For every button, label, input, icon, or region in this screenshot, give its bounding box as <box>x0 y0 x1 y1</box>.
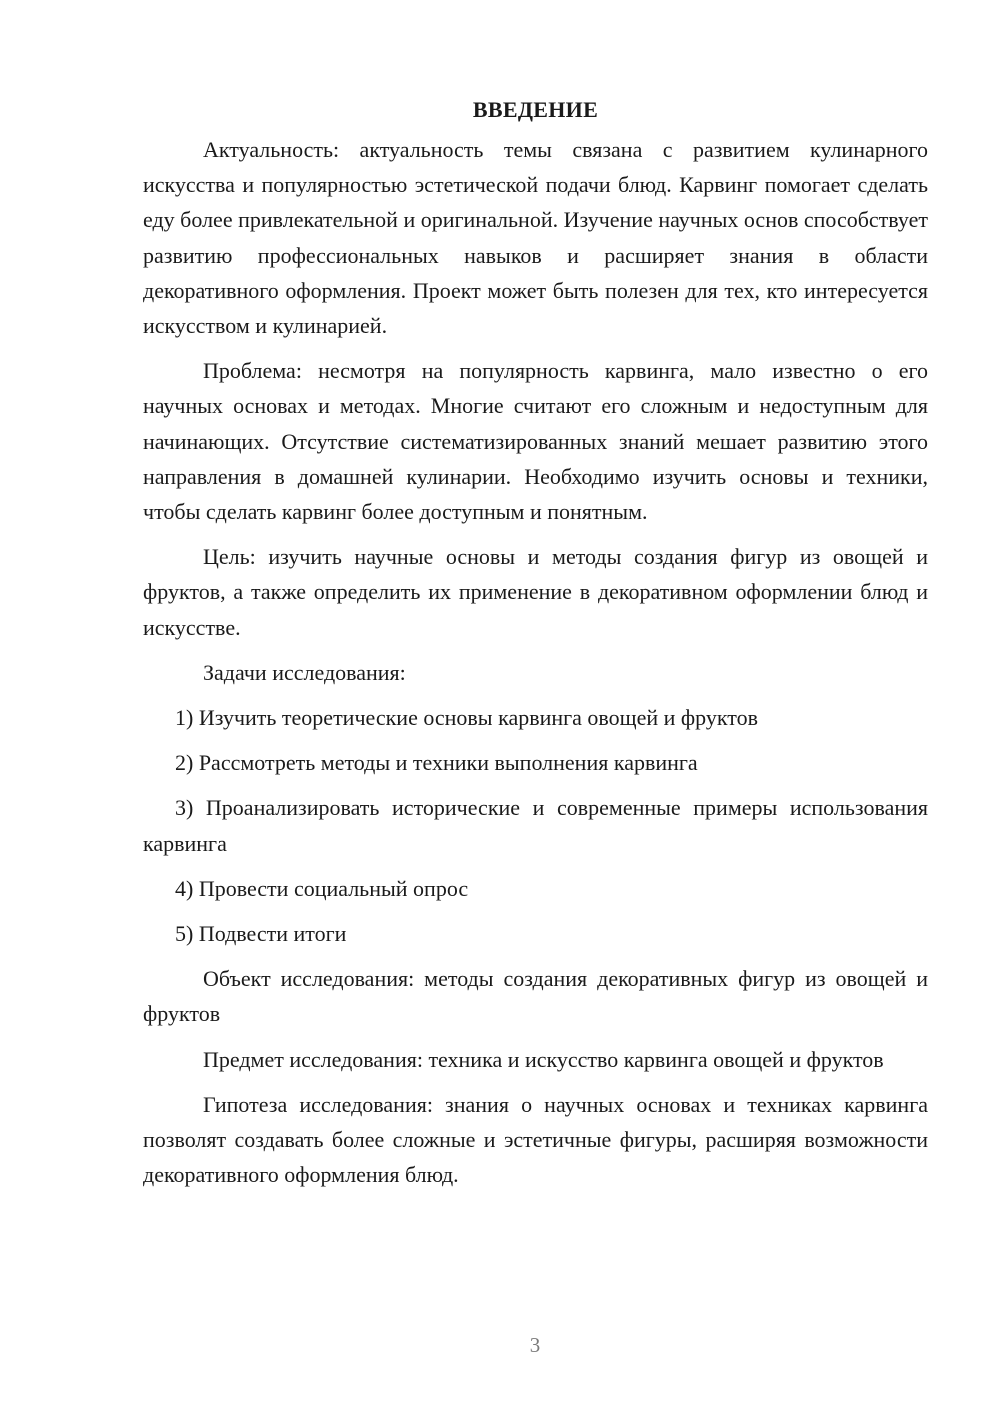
subject-paragraph: Предмет исследования: техника и искусство карвинга овощей и фруктов <box>203 1046 884 1072</box>
task-item-1: 1) Изучить теоретические основы карвинга овощей и фруктов <box>175 705 758 731</box>
problem-paragraph: Проблема: несмотря на популярность карвинга, мало известно о его научных основах и методах. Многие считают его сложным и недоступным для начинающих. Отсутствие систематизированных знаний мешает развитию этого направления в домашней кулинарии. Необходимо изучить основы и техники, чтобы сделать карвинг более доступным и понятным. <box>143 358 928 525</box>
page-number: 3 <box>529 1333 541 1357</box>
goal-paragraph: Цель: изучить научные основы и методы создания фигур из овощей и фруктов, а также определить их применение в декоративном оформлении блюд и искусстве. <box>143 544 928 640</box>
hypothesis-paragraph: Гипотеза исследования: знания о научных основах и техниках карвинга позволят создавать более сложные и эстетичные фигуры, расширяя возможности декоративного оформления блюд. <box>143 1091 928 1188</box>
object-paragraph: Объект исследования: методы создания декоративных фигур из овощей и фруктов <box>143 966 928 1027</box>
task-item-5: 5) Подвести итоги <box>175 921 347 947</box>
section-heading: ВВЕДЕНИЕ <box>472 97 599 122</box>
tasks-title: Задачи исследования: <box>203 659 406 685</box>
task-item-3: 3) Проанализировать исторические и современные примеры использования карвинга <box>143 795 928 856</box>
document-page <box>143 92 928 1202</box>
task-item-4: 4) Провести социальный опрос <box>175 875 469 901</box>
task-item-2: 2) Рассмотреть методы и техники выполнения карвинга <box>175 750 698 776</box>
relevance-paragraph: Актуальность: актуальность темы связана с развитием кулинарного искусства и популярностью эстетической подачи блюд. Карвинг помогает сделать еду более привлекательной и оригинальной. Изучение научных основ способствует развитию профессиональных навыков и расширяет знания в области декоративного оформления. Проект может быть полезен для тех, кто интересуется искусством и кулинарией. <box>143 137 929 339</box>
